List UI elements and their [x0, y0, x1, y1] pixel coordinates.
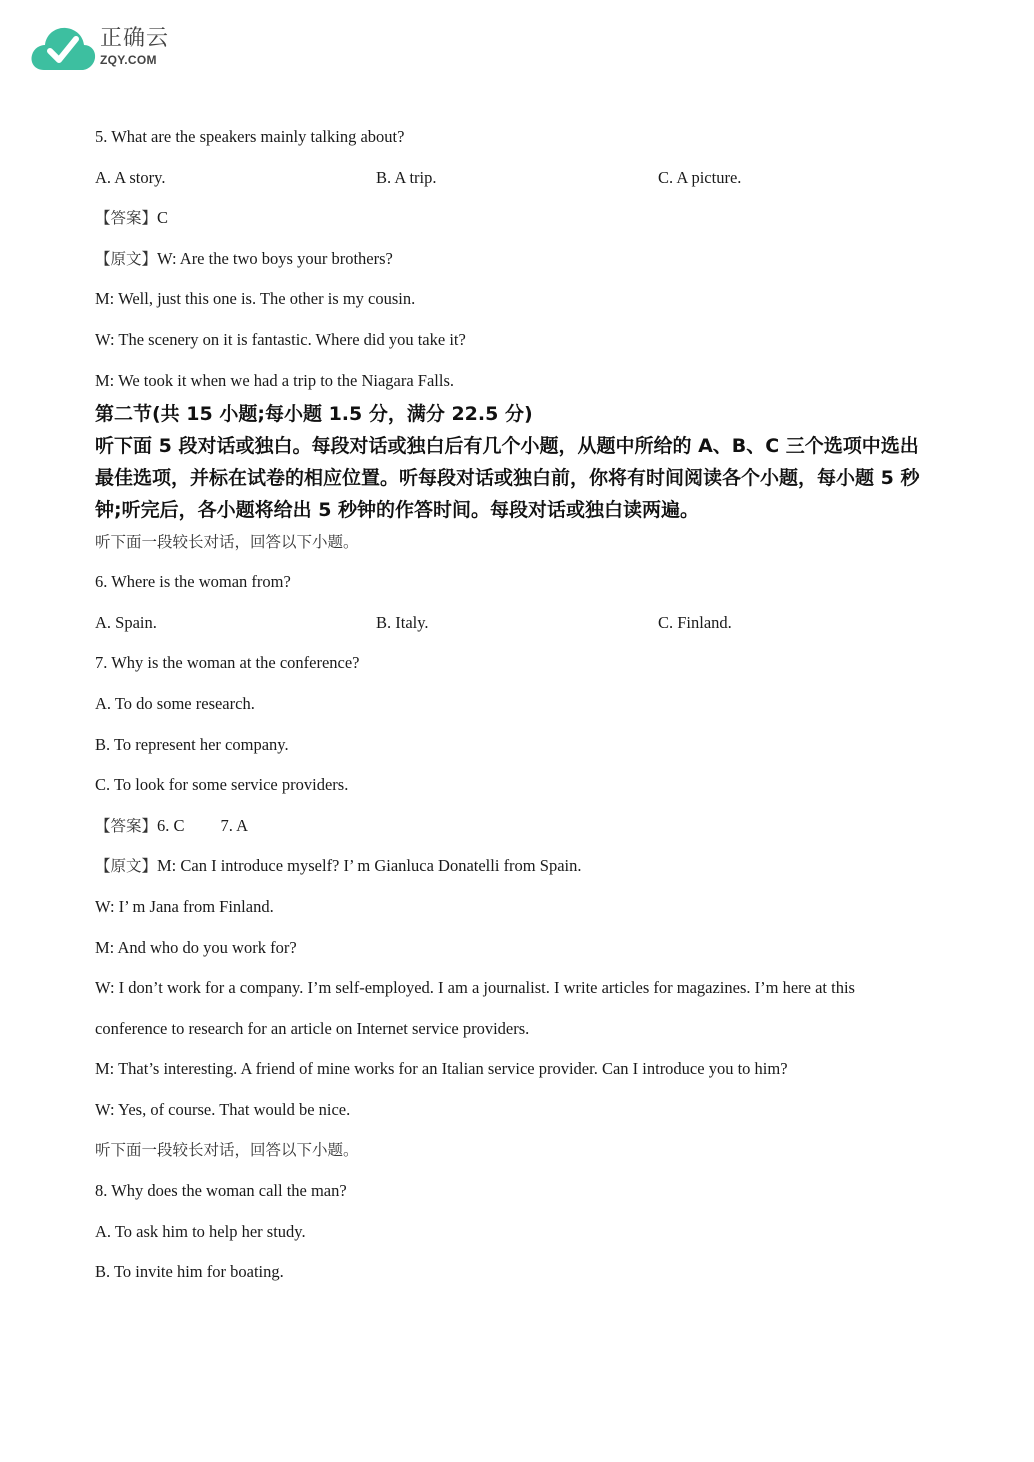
option-a: A. A story.: [95, 167, 166, 187]
script-6-7-line-1: [95, 856, 955, 876]
script-5-line-4: M: We took it when we had a trip to the Niagara Falls.: [95, 370, 454, 390]
cloud-check-icon: [30, 24, 96, 72]
answer-6: 6. C: [157, 815, 185, 835]
script-5-line-1: [95, 249, 955, 269]
option-7b: B. To represent her company.: [95, 734, 289, 754]
option-b: B. A trip.: [376, 167, 437, 187]
option-b: B. Italy.: [376, 612, 429, 632]
script-label: 【原文】: [95, 857, 158, 876]
question-5: 5. What are the speakers mainly talking about?: [95, 127, 405, 146]
option-7c: C. To look for some service providers.: [95, 775, 349, 795]
dialogue-intro-6-7: 听下面一段较长对话，回答以下小题。: [95, 532, 359, 551]
script-label: 【原文】: [95, 249, 158, 268]
script-5-line-3: W: The scenery on it is fantastic. Where did you take it?: [95, 329, 466, 349]
script-text: W: Are the two boys your brothers?: [157, 248, 393, 268]
question-7: 7. Why is the woman at the conference?: [95, 653, 360, 673]
script-6-7-line-5: conference to research for an article on Internet service providers.: [95, 1018, 530, 1038]
option-8b: B. To invite him for boating.: [95, 1262, 284, 1282]
script-text: M: Can I introduce myself? I’ m Gianluca Donatelli from Spain.: [157, 856, 582, 876]
site-logo: [30, 24, 190, 74]
script-6-7-line-7: W: Yes, of course. That would be nice.: [95, 1099, 351, 1119]
answer-label: 【答案】: [95, 816, 158, 835]
question-6-options: [95, 613, 955, 633]
answer-6-7: [95, 816, 955, 836]
option-c: C. A picture.: [658, 167, 742, 187]
answer-5: [95, 208, 955, 228]
option-a: A. Spain.: [95, 612, 157, 632]
answer-7: 7. A: [220, 815, 249, 835]
script-6-7-line-2: W: I’ m Jana from Finland.: [95, 896, 274, 916]
section-2-title: 第二节(共 15 小题;每小题 1.5 分，满分 22.5 分): [95, 402, 533, 425]
question-6: 6. Where is the woman from?: [95, 572, 291, 592]
script-6-7-line-6: M: That’s interesting. A friend of mine works for an Italian service provider. Can I introduce you to him?: [95, 1059, 788, 1079]
option-7a: A. To do some research.: [95, 693, 255, 713]
dialogue-intro-8: 听下面一段较长对话，回答以下小题。: [95, 1141, 359, 1160]
question-8: 8. Why does the woman call the man?: [95, 1181, 347, 1201]
script-5-line-2: M: Well, just this one is. The other is my cousin.: [95, 289, 416, 309]
answer-value: C: [157, 208, 169, 228]
option-c: C. Finland.: [658, 612, 732, 632]
question-5-options: [95, 168, 955, 188]
logo-name: 正确云: [100, 26, 170, 51]
answer-label: 【答案】: [95, 209, 158, 228]
option-8a: A. To ask him to help her study.: [95, 1221, 306, 1241]
section-2-instructions: 听下面 5 段对话或独白。每段对话或独白后有几个小题，从题中所给的 A、B、C 三个选项中选出最佳选项，并标在试卷的相应位置。听每段对话或独白前，你将有时间阅读各个小题，每小题 5 秒钟;听完后，各小题将给出 5 秒钟的作答时间。每段对话或独白读两遍。: [95, 434, 920, 521]
script-6-7-line-3: M: And who do you work for?: [95, 937, 297, 957]
logo-domain: ZQY.COM: [100, 53, 157, 67]
document-body: [95, 127, 955, 1282]
script-6-7-line-4: W: I don’t work for a company. I’m self-employed. I am a journalist. I write articles for magazines. I’m here at this: [95, 978, 855, 998]
